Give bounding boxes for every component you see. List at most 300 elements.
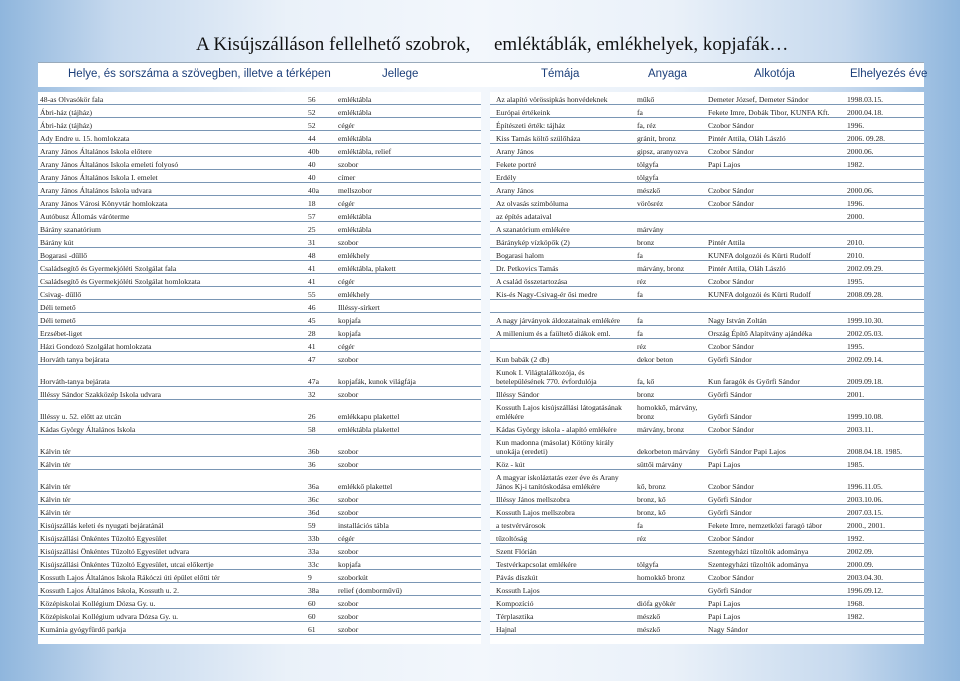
- table-row: [38, 492, 481, 505]
- table-cell: 2003.10.06.: [847, 495, 884, 504]
- table-cell: 52: [308, 121, 316, 130]
- table-cell: fa: [637, 251, 643, 260]
- table-row: [490, 457, 924, 470]
- table-row: [38, 287, 481, 300]
- table-cell: 31: [308, 238, 316, 247]
- table-row: [490, 326, 924, 339]
- table-cell: 1995.: [847, 277, 865, 286]
- table-cell: Köz - kút: [496, 460, 525, 469]
- table-cell: 60: [308, 612, 316, 621]
- table-cell: 9: [308, 573, 312, 582]
- table-row: [490, 209, 924, 222]
- table-cell: 56: [308, 95, 316, 104]
- table-cell: 2000., 2001.: [847, 521, 885, 530]
- table-cell: márvány, bronz: [637, 425, 685, 434]
- table-cell: Kisújszállás keleti és nyugati bejáratánál: [40, 521, 164, 530]
- table-cell: 46: [308, 303, 316, 312]
- left-table: [38, 92, 481, 644]
- table-cell: 1998.03.15.: [847, 95, 884, 104]
- table-row: [38, 326, 481, 339]
- table-cell: szobor: [338, 460, 359, 469]
- table-row: [38, 170, 481, 183]
- table-cell: 41: [308, 342, 316, 351]
- table-cell: tölgyfa: [637, 173, 659, 182]
- table-cell: Illéssy János mellszobra: [496, 495, 570, 504]
- table-cell: 32: [308, 390, 316, 399]
- table-cell: 2003.11.: [847, 425, 874, 434]
- table-cell: Dr. Petkovics Tamás: [496, 264, 559, 273]
- table-cell: emléktábla, relief: [338, 147, 392, 156]
- table-cell: Papi Lajos: [708, 160, 741, 169]
- table-cell: Kossuth Lajos mellszobra: [496, 508, 575, 517]
- table-cell: Demeter József, Demeter Sándor: [708, 95, 809, 104]
- table-row: [38, 222, 481, 235]
- table-row: [490, 92, 924, 105]
- header-kind: Jellege: [382, 68, 419, 80]
- table-cell: Déli temető: [40, 316, 76, 325]
- table-cell: süttői márvány: [637, 460, 683, 469]
- table-row: [38, 183, 481, 196]
- table-row: [490, 274, 924, 287]
- table-cell: tölgyfa: [637, 560, 659, 569]
- table-cell: Kis-és Nagy-Csivag-ér ősi medre: [496, 290, 598, 299]
- table-cell: 1992.: [847, 534, 865, 543]
- table-cell: a testvérvárosok: [496, 521, 546, 530]
- table-cell: 33a: [308, 547, 319, 556]
- table-row: [490, 531, 924, 544]
- table-row: [490, 492, 924, 505]
- table-cell: Győrfi Sándor Papi Lajos: [708, 447, 786, 456]
- table-row: [490, 387, 924, 400]
- table-cell: Illéssy u. 52. előtt az utcán: [40, 412, 122, 421]
- table-row: [490, 300, 924, 313]
- table-cell: A család összetartozása: [496, 277, 568, 286]
- table-cell: 36a: [308, 482, 319, 491]
- table-row: [490, 435, 924, 457]
- table-cell: szobor: [338, 390, 359, 399]
- table-row: [490, 544, 924, 557]
- table-row: [38, 352, 481, 365]
- table-cell: Nagy Sándor: [708, 625, 748, 634]
- table-cell: 2000.06.: [847, 186, 874, 195]
- table-header: [38, 62, 928, 87]
- table-row: [38, 365, 481, 387]
- table-cell: 28: [308, 329, 316, 338]
- table-cell: emléktábla plakettel: [338, 425, 400, 434]
- table-cell: fa: [637, 290, 643, 299]
- table-cell: 33c: [308, 560, 319, 569]
- table-row: [490, 118, 924, 131]
- table-cell: gránit, bronz: [637, 134, 676, 143]
- table-cell: 36c: [308, 495, 319, 504]
- table-cell: vörösréz: [637, 199, 664, 208]
- table-row: [38, 531, 481, 544]
- table-cell: Kumánia gyógyfürdő parkja: [40, 625, 127, 634]
- table-cell: 52: [308, 108, 316, 117]
- table-cell: műkő: [637, 95, 655, 104]
- table-cell: fa: [637, 521, 643, 530]
- table-cell: kopjafák, kunok világfája: [338, 377, 416, 386]
- table-cell: Kisújszállási Önkéntes Tűzoltó Egyesület, utcai előkertje: [40, 560, 214, 569]
- table-cell: Házi Gondozó Szolgálat homlokzata: [40, 342, 152, 351]
- table-cell: 2000.04.18.: [847, 108, 884, 117]
- table-cell: Kossuth Lajos Általános Iskola, Kossuth u. 2.: [40, 586, 180, 595]
- table-cell: Czobor Sándor: [708, 277, 754, 286]
- table-cell: mészkő: [637, 612, 661, 621]
- table-row: [38, 209, 481, 222]
- table-cell: Horváth tanya bejárata: [40, 355, 110, 364]
- table-cell: Báránykép vízköpők (2): [496, 238, 570, 247]
- table-row: [38, 557, 481, 570]
- table-cell: 44: [308, 134, 316, 143]
- table-cell: Déli temető: [40, 303, 76, 312]
- table-cell: kő, bronz: [637, 482, 666, 491]
- table-row: [490, 400, 924, 422]
- table-row: [38, 505, 481, 518]
- table-cell: A szanatórium emlékére: [496, 225, 570, 234]
- table-cell: Kun faragók és Győrfi Sándor: [708, 377, 800, 386]
- table-cell: réz: [637, 277, 647, 286]
- table-cell: KUNFA dolgozói és Kürti Rudolf: [708, 251, 811, 260]
- table-cell: 2002.05.03.: [847, 329, 884, 338]
- table-cell: 2006. 09.28.: [847, 134, 885, 143]
- right-table: [490, 92, 924, 644]
- table-cell: Erdély: [496, 173, 517, 182]
- table-cell: emléktábla: [338, 225, 372, 234]
- table-cell: installációs tábla: [338, 521, 389, 530]
- table-row: [490, 313, 924, 326]
- table-cell: mészkő: [637, 186, 661, 195]
- table-row: [38, 118, 481, 131]
- table-cell: szobor: [338, 238, 359, 247]
- table-cell: márvány: [637, 225, 664, 234]
- table-row: [490, 235, 924, 248]
- table-cell: szobor: [338, 447, 359, 456]
- table-cell: fa: [637, 108, 643, 117]
- table-cell: 2008.09.28.: [847, 290, 884, 299]
- table-row: [38, 105, 481, 118]
- table-cell: fa: [637, 329, 643, 338]
- table-cell: 2002.09.14.: [847, 355, 884, 364]
- table-cell: bronz, kő: [637, 495, 666, 504]
- table-cell: 40: [308, 160, 316, 169]
- table-cell: 57: [308, 212, 316, 221]
- table-cell: Kiss Tamás költő szülőháza: [496, 134, 581, 143]
- table-cell: Kálvin tér: [40, 447, 71, 456]
- table-cell: 1968.: [847, 599, 865, 608]
- table-row: [38, 609, 481, 622]
- table-row: [490, 557, 924, 570]
- table-cell: mészkő: [637, 625, 661, 634]
- header-author: Alkotója: [754, 68, 795, 80]
- table-cell: Építészeti érték: tájház: [496, 121, 566, 130]
- table-cell: Kun babák (2 db): [496, 355, 550, 364]
- table-cell: Kun madonna (másolat) Kötöny király unokája (eredeti): [496, 438, 614, 456]
- table-cell: Kossuth Lajos Általános Iskola Rákóczi úti épület előtti tér: [40, 573, 220, 582]
- table-cell: cégér: [338, 277, 355, 286]
- table-row: [490, 339, 924, 352]
- table-cell: tűzoltóság: [496, 534, 528, 543]
- table-cell: Papi Lajos: [708, 460, 741, 469]
- table-cell: Arany János: [496, 186, 534, 195]
- table-cell: bronz: [637, 390, 655, 399]
- table-cell: 1999.10.30.: [847, 316, 884, 325]
- table-cell: fa, kő: [637, 377, 655, 386]
- table-row: [38, 400, 481, 422]
- table-cell: Illéssy Sándor: [496, 390, 540, 399]
- table-row: [38, 196, 481, 209]
- table-cell: Győrfi Sándor: [708, 412, 752, 421]
- table-cell: Fekete Imre, nemzetközi faragó tábor: [708, 521, 823, 530]
- table-cell: dekor beton: [637, 355, 674, 364]
- table-row: [490, 352, 924, 365]
- table-row: [38, 248, 481, 261]
- table-row: [38, 518, 481, 531]
- table-cell: 55: [308, 290, 316, 299]
- table-cell: 38a: [308, 586, 319, 595]
- table-cell: Kádas György Általános Iskola: [40, 425, 136, 434]
- table-row: [38, 596, 481, 609]
- table-cell: szobor: [338, 547, 359, 556]
- table-cell: Bogarasi -dűllő: [40, 251, 88, 260]
- table-cell: emlékhely: [338, 251, 370, 260]
- table-cell: 48: [308, 251, 316, 260]
- table-row: [38, 131, 481, 144]
- table-row: [38, 435, 481, 457]
- table-cell: Bárány kút: [40, 238, 74, 247]
- table-cell: Horváth-tanya bejárata: [40, 377, 110, 386]
- table-cell: emléktábla: [338, 212, 372, 221]
- table-cell: 25: [308, 225, 316, 234]
- table-row: [490, 222, 924, 235]
- table-cell: Győrfi Sándor: [708, 390, 752, 399]
- table-row: [490, 131, 924, 144]
- table-cell: bronz, kő: [637, 508, 666, 517]
- table-cell: Bárány szanatórium: [40, 225, 101, 234]
- table-cell: Arany János Általános Iskola előtere: [40, 147, 152, 156]
- table-cell: Czobor Sándor: [708, 573, 754, 582]
- table-row: [490, 183, 924, 196]
- table-cell: szobor: [338, 599, 359, 608]
- table-cell: címer: [338, 173, 356, 182]
- table-row: [38, 274, 481, 287]
- table-cell: szobor: [338, 160, 359, 169]
- header-theme: Témája: [541, 68, 580, 80]
- table-cell: 2007.03.15.: [847, 508, 884, 517]
- table-cell: 45: [308, 316, 316, 325]
- table-cell: Pintér Attila, Oláh László: [708, 264, 786, 273]
- table-cell: Ábri-ház (tájház): [40, 121, 93, 130]
- table-row: [490, 518, 924, 531]
- table-cell: A millenium és a faültető diákok eml.: [496, 329, 611, 338]
- table-cell: Kompozíció: [496, 599, 534, 608]
- table-cell: Pávás díszkút: [496, 573, 538, 582]
- table-cell: Szentegyházi tűzoltók adománya: [708, 547, 809, 556]
- table-cell: Kossuth Lajos kisújszállási látogatásának emlékére: [496, 403, 622, 421]
- table-cell: Az alapító vörössipkás honvédeknek: [496, 95, 608, 104]
- table-cell: Czobor Sándor: [708, 147, 754, 156]
- table-row: [490, 105, 924, 118]
- table-cell: Kisújszállási Önkéntes Tűzoltó Egyesület: [40, 534, 167, 543]
- table-cell: Czobor Sándor: [708, 482, 754, 491]
- table-cell: Győrfi Sándor: [708, 495, 752, 504]
- table-cell: Győrfi Sándor: [708, 508, 752, 517]
- table-cell: Családsegítő és Gyermekjóléti Szolgálat homlokzata: [40, 277, 201, 286]
- table-cell: Czobor Sándor: [708, 342, 754, 351]
- table-cell: Fekete portré: [496, 160, 537, 169]
- table-row: [490, 570, 924, 583]
- table-cell: 47: [308, 355, 316, 364]
- table-cell: Kálvin tér: [40, 508, 71, 517]
- table-cell: A nagy járványok áldozatainak emlékére: [496, 316, 620, 325]
- table-cell: 41: [308, 264, 316, 273]
- table-cell: Arany János: [496, 147, 534, 156]
- table-cell: Arany János Általános Iskola emeleti folyosó: [40, 160, 179, 169]
- table-cell: Kisújszállási Önkéntes Tűzoltó Egyesület udvara: [40, 547, 190, 556]
- table-cell: tölgyfa: [637, 160, 659, 169]
- table-cell: 1995.: [847, 342, 865, 351]
- table-cell: emlékkapu plakettel: [338, 412, 400, 421]
- table-cell: Térplasztika: [496, 612, 534, 621]
- table-cell: szobor: [338, 612, 359, 621]
- table-row: [490, 622, 924, 635]
- table-cell: cégér: [338, 121, 355, 130]
- table-cell: 1999.10.08.: [847, 412, 884, 421]
- table-cell: szobor: [338, 625, 359, 634]
- table-cell: 18: [308, 199, 316, 208]
- table-cell: Kádas György iskola - alapító emlékére: [496, 425, 617, 434]
- table-row: [38, 339, 481, 352]
- table-cell: 36: [308, 460, 316, 469]
- table-row: [38, 457, 481, 470]
- header-year: Elhelyezés éve: [850, 68, 928, 80]
- table-cell: bronz: [637, 238, 655, 247]
- table-cell: 40a: [308, 186, 319, 195]
- table-cell: Czobor Sándor: [708, 534, 754, 543]
- table-cell: 1982.: [847, 160, 865, 169]
- table-cell: Arany János Városi Könyvtár homlokzata: [40, 199, 168, 208]
- table-cell: Papi Lajos: [708, 599, 741, 608]
- table-cell: Czobor Sándor: [708, 425, 754, 434]
- table-row: [38, 622, 481, 635]
- table-cell: 60: [308, 599, 316, 608]
- table-cell: 48-as Olvasókör fala: [40, 95, 104, 104]
- table-row: [490, 248, 924, 261]
- table-row: [490, 170, 924, 183]
- table-row: [38, 544, 481, 557]
- table-cell: kopjafa: [338, 329, 361, 338]
- table-cell: 1985.: [847, 460, 865, 469]
- table-row: [38, 261, 481, 274]
- table-cell: Pintér Attila, Oláh László: [708, 134, 786, 143]
- header-location: Helye, és sorszáma a szövegben, illetve a térképen: [68, 68, 331, 80]
- table-cell: réz: [637, 534, 647, 543]
- table-cell: Középiskolai Kollégium Dózsa Gy. u.: [40, 599, 156, 608]
- table-row: [490, 261, 924, 274]
- table-cell: 2010.: [847, 251, 865, 260]
- table-cell: Ország Építő Alapítvány ajándéka: [708, 329, 812, 338]
- table-cell: 1996.09.12.: [847, 586, 884, 595]
- table-row: [38, 144, 481, 157]
- table-cell: KUNFA dolgozói és Kürti Rudolf: [708, 290, 811, 299]
- table-row: [38, 157, 481, 170]
- table-cell: fa: [637, 316, 643, 325]
- table-cell: cégér: [338, 342, 355, 351]
- table-cell: szobor: [338, 508, 359, 517]
- table-row: [38, 313, 481, 326]
- table-cell: 2009.09.18.: [847, 377, 884, 386]
- table-cell: Autóbusz Állomás váróterme: [40, 212, 130, 221]
- title-right: emléktáblák, emlékhelyek, kopjafák…: [494, 34, 789, 55]
- table-cell: az építés adataival: [496, 212, 552, 221]
- table-cell: Bogarasi halom: [496, 251, 544, 260]
- table-cell: Illéssy Sándor Szakközép Iskola udvara: [40, 390, 162, 399]
- table-cell: cégér: [338, 534, 355, 543]
- table-cell: emlékkő plakettel: [338, 482, 393, 491]
- table-row: [38, 570, 481, 583]
- table-cell: Czobor Sándor: [708, 186, 754, 195]
- table-cell: emléktábla: [338, 134, 372, 143]
- table-cell: 47a: [308, 377, 319, 386]
- table-cell: emléktábla: [338, 108, 372, 117]
- table-cell: Csivag- dűllő: [40, 290, 82, 299]
- table-cell: 2001.: [847, 390, 865, 399]
- table-row: [490, 144, 924, 157]
- table-row: [490, 609, 924, 622]
- table-cell: 2003.04.30.: [847, 573, 884, 582]
- table-row: [490, 365, 924, 387]
- table-cell: szobor: [338, 495, 359, 504]
- table-cell: szobor: [338, 355, 359, 364]
- table-cell: Szent Flórián: [496, 547, 537, 556]
- table-cell: Pintér Attila: [708, 238, 745, 247]
- table-cell: 2002.09.29.: [847, 264, 884, 273]
- table-cell: fa, réz: [637, 121, 656, 130]
- table-cell: homokkő bronz: [637, 573, 685, 582]
- table-cell: 59: [308, 521, 316, 530]
- table-cell: Kálvin tér: [40, 482, 71, 491]
- table-cell: Családsegítő és Gyermekjóléti Szolgálat fala: [40, 264, 177, 273]
- table-row: [38, 300, 481, 313]
- table-cell: 2000.09.: [847, 560, 874, 569]
- table-cell: Kálvin tér: [40, 495, 71, 504]
- table-cell: 2008.04.18. 1985.: [847, 447, 903, 456]
- table-cell: Kálvin tér: [40, 460, 71, 469]
- table-row: [490, 505, 924, 518]
- table-row: [490, 422, 924, 435]
- table-cell: 40b: [308, 147, 320, 156]
- table-cell: Erzsébet-liget: [40, 329, 83, 338]
- table-cell: 61: [308, 625, 316, 634]
- table-cell: homokkő, márvány, bronz: [637, 403, 698, 421]
- table-cell: Czobor Sándor: [708, 199, 754, 208]
- page-title: [0, 34, 960, 62]
- table-cell: 1982.: [847, 612, 865, 621]
- table-cell: diófa gyökér: [637, 599, 676, 608]
- table-cell: 26: [308, 412, 316, 421]
- table-cell: Kunok I. Világtalálkozója, és betelepülésének 770. évfordulója: [496, 368, 597, 386]
- table-row: [490, 470, 924, 492]
- table-row: [38, 583, 481, 596]
- table-cell: 2010.: [847, 238, 865, 247]
- table-cell: Európai értékeink: [496, 108, 551, 117]
- table-cell: 36d: [308, 508, 320, 517]
- table-row: [490, 583, 924, 596]
- table-cell: 2000.06.: [847, 147, 874, 156]
- table-cell: 41: [308, 277, 316, 286]
- table-cell: 2002.09.: [847, 547, 874, 556]
- table-cell: dekorbeton márvány: [637, 447, 700, 456]
